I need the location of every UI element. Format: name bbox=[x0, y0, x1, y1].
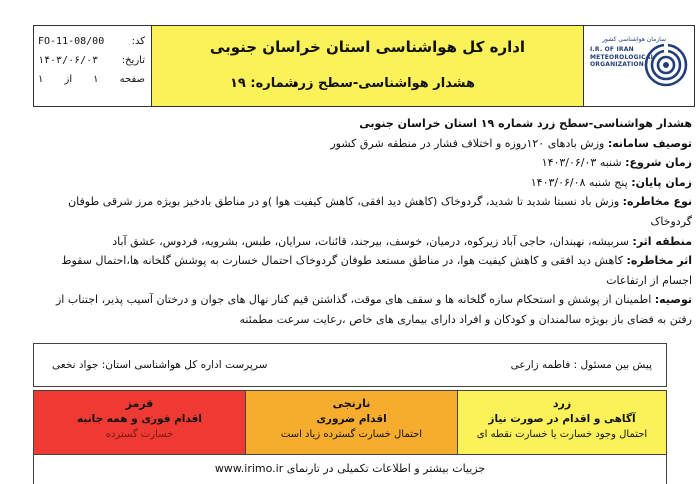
level-red bbox=[34, 391, 246, 454]
logo-english-text bbox=[590, 46, 655, 69]
header-title-box bbox=[152, 26, 584, 106]
footer bbox=[33, 455, 667, 484]
end-text: پنج شنبه ۱۴۰۳/۰۶/۰۸ bbox=[530, 175, 628, 189]
area-text: سربیشه، نهبندان، حاجی آباد زیرکوه، درمیان، خوسف، بیرجند، قائنات، سرایان، طبس، بشرویه، فردوس، عشق آباد bbox=[112, 234, 629, 248]
page-number: ۱ bbox=[93, 74, 99, 85]
effect-label: اثر مخاطره: bbox=[626, 254, 692, 268]
warning-level-legend bbox=[33, 390, 667, 455]
page-title: اداره کل هواشناسی استان خراسان جنوبی bbox=[209, 38, 526, 56]
end-label: زمان پایان: bbox=[631, 175, 692, 189]
system-description bbox=[36, 134, 692, 154]
level-yellow bbox=[458, 391, 666, 454]
start-text: شنبه ۱۴۰۳/۰۶/۰۳ bbox=[541, 156, 622, 170]
level-red-name: قرمز bbox=[125, 397, 154, 410]
level-yellow-desc: احتمال وجود خسارت یا خسارت نقطه ای bbox=[476, 429, 648, 440]
spiral-logo-icon bbox=[642, 34, 690, 96]
level-red-desc: خسارت گسترده bbox=[105, 429, 174, 440]
date-row bbox=[38, 51, 145, 70]
hazard-text: وزش باد نسبتا شدید تا شدید، گردوخاک (کاهش دید افقی، کاهش کیفیت هوا )و در مناطق بادخیز بویژه مرز شرقی طوفان گردوخاک bbox=[68, 195, 692, 228]
date-label: تاریخ: bbox=[121, 55, 145, 66]
document-meta bbox=[34, 26, 152, 106]
hazard-type bbox=[36, 192, 692, 231]
effect-text: کاهش دید افقی و کاهش کیفیت هوا، در مناطق مستعد طوفان گردوخاک احتمال خسارت به پوشش گلخانه ها،احتمال سقوط اجسام از ارتفاعات bbox=[61, 254, 692, 287]
page-label: صفحه bbox=[119, 74, 145, 85]
affected-area bbox=[36, 232, 692, 252]
code-row bbox=[38, 32, 145, 51]
warning-headline: هشدار هواشناسی-سطح زرد شماره ۱۹ استان خراسان جنوبی bbox=[359, 117, 692, 130]
director-name: سرپرست اداره کل هواشناسی استان: جواد نخعی bbox=[52, 359, 268, 371]
hazard-label: نوع مخاطره: bbox=[622, 195, 692, 209]
code-value: FO-11-08/00 bbox=[38, 36, 105, 47]
level-yellow-action: آگاهی و اقدام در صورت نیاز bbox=[488, 413, 636, 425]
page-row bbox=[38, 70, 145, 89]
level-yellow-name: زرد bbox=[552, 397, 572, 410]
area-label: منطقه اثر: bbox=[632, 234, 692, 248]
logo-line-3: ORGANIZATION bbox=[590, 61, 644, 68]
recommendation bbox=[36, 290, 692, 329]
advice-label: توصیه: bbox=[654, 293, 692, 307]
organization-logo bbox=[584, 26, 694, 106]
level-orange-name: نارنجی bbox=[332, 397, 371, 410]
end-time bbox=[36, 173, 692, 193]
level-orange-desc: احتمال خسارت گسترده زیاد است bbox=[280, 429, 423, 440]
hazard-effect bbox=[36, 251, 692, 290]
level-orange bbox=[246, 391, 458, 454]
website-link[interactable]: www.irimo.ir bbox=[214, 462, 284, 475]
start-time bbox=[36, 153, 692, 173]
logo-line-1: I.R. OF IRAN bbox=[590, 46, 634, 53]
responsible-strip bbox=[33, 343, 667, 387]
warning-number: شماره: ۱۹ bbox=[230, 76, 298, 91]
forecaster-name: پیش بین مسئول : فاطمه زارعی bbox=[510, 359, 652, 371]
logo-persian-text: سازمان هواشناسی کشور bbox=[602, 36, 666, 43]
page-total: ۱ bbox=[38, 74, 44, 85]
date-value: ۱۴۰۳/۰۶/۰۳ bbox=[38, 55, 99, 66]
logo-line-2: METEOROLOGICAL bbox=[590, 53, 655, 61]
footer-text: جزییات بیشتر و اطلاعات تکمیلی در تارنمای bbox=[286, 462, 486, 475]
warning-subtitle: هشدار هواشناسی-سطح زرد bbox=[291, 76, 475, 91]
document-header bbox=[33, 25, 695, 107]
description-label: توصیف سامانه: bbox=[607, 136, 692, 150]
warning-body bbox=[36, 114, 692, 330]
level-red-action: اقدام فوری و همه جانبه bbox=[77, 413, 202, 425]
start-label: زمان شروع: bbox=[625, 156, 692, 170]
advice-text: اطمینان از پوشش و استحکام سازه گلخانه ها و سقف های موقت، گذاشتن قیم کنار نهال های جوان و درختان آسیب پذیر، اجتناب از رفتن به فضای باز بویژه سالمندان و کودکان و افراد دارای بیماری های خاص ،رعایت سرعت مطمئنه bbox=[56, 293, 692, 326]
page-of: از bbox=[64, 74, 73, 85]
description-text: وزش بادهای ۱۲۰روزه و اختلاف فشار در منطقه شرق کشور bbox=[330, 136, 605, 150]
level-orange-action: اقدام ضروری bbox=[316, 413, 387, 425]
code-label: کد: bbox=[131, 36, 145, 47]
